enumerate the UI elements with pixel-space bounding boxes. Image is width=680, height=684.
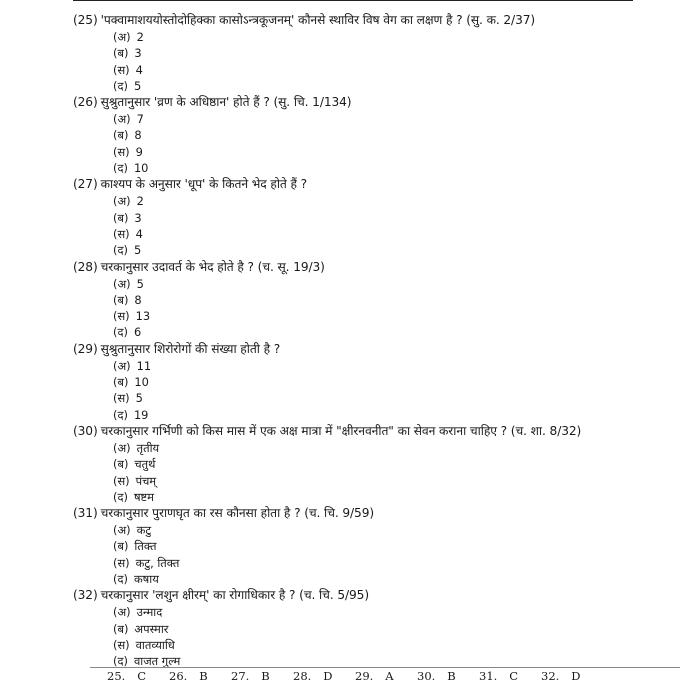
option-d (73, 407, 673, 423)
answer-26 (152, 669, 214, 683)
answer-32 (524, 669, 586, 683)
option-c (73, 555, 673, 571)
option-label: (ब) (113, 457, 129, 472)
option-a (73, 358, 673, 374)
question-title (73, 341, 673, 358)
option-label: (ब) (113, 539, 129, 554)
question-number: (26) (73, 95, 98, 110)
question-list (73, 12, 673, 670)
option-label: (द) (113, 572, 128, 587)
option-label: (स) (113, 309, 130, 324)
answer-28 (276, 669, 338, 683)
option-label: (अ) (113, 112, 131, 127)
option-label: (अ) (113, 358, 131, 373)
question-text: सुश्रुतानुसार शिरोरोगों की संख्या होती है ? (100, 341, 281, 356)
option-b (73, 374, 673, 390)
question-title (73, 94, 673, 111)
option-b (73, 127, 673, 143)
option-label: (द) (113, 489, 128, 504)
option-c (73, 226, 673, 242)
option-c (73, 390, 673, 406)
option-d (73, 242, 673, 258)
option-label: (अ) (113, 30, 131, 44)
answer-letter: A (385, 669, 394, 683)
question-27 (73, 176, 673, 258)
option-label: (स) (113, 226, 130, 241)
option-text: पंचम् (135, 473, 157, 488)
option-text: चतुर्थ (134, 457, 156, 472)
question-title (73, 587, 673, 604)
option-text: अपस्मार (134, 621, 169, 636)
question-title (73, 176, 673, 193)
option-label: (स) (113, 144, 130, 159)
answer-25 (90, 669, 152, 683)
option-b (73, 456, 673, 472)
option-text: 8 (134, 128, 142, 143)
option-text: 5 (133, 243, 142, 258)
question-title (73, 423, 673, 440)
option-label: (द) (113, 161, 128, 176)
answer-letter: D (571, 669, 581, 683)
option-c (73, 637, 673, 653)
answer-key (90, 667, 680, 684)
option-label: (ब) (113, 621, 129, 636)
question-text: चरकानुसार पुराणघृत का रस कौनसा होता है ? (च. चि. 9/59) (100, 506, 375, 521)
option-label: (अ) (113, 523, 131, 538)
option-label: (स) (113, 637, 130, 652)
question-number: (28) (73, 259, 98, 274)
option-c (73, 473, 673, 489)
option-text: 2 (136, 194, 144, 209)
answer-letter: C (509, 669, 519, 683)
question-number: (32) (73, 588, 98, 603)
option-d (73, 324, 673, 340)
top-rule (73, 0, 633, 1)
option-text: कषाय (133, 572, 159, 587)
answer-number: 25. (107, 669, 126, 683)
option-text: 9 (135, 144, 143, 159)
question-29 (73, 341, 673, 423)
option-label: (स) (113, 391, 130, 406)
option-text: कटु (136, 523, 152, 538)
option-c (73, 62, 673, 78)
question-title (73, 259, 673, 276)
option-text: 6 (133, 325, 142, 340)
answer-letter: B (447, 669, 456, 683)
answer-letter: D (323, 669, 333, 683)
option-c (73, 144, 673, 160)
question-number: (27) (73, 177, 98, 192)
question-number: (30) (73, 423, 98, 438)
option-label: (स) (113, 62, 130, 77)
option-b (73, 45, 673, 61)
option-text: 7 (136, 112, 144, 127)
question-31 (73, 505, 673, 587)
option-label: (अ) (113, 440, 131, 455)
option-b (73, 621, 673, 637)
option-label: (ब) (113, 292, 129, 307)
option-d (73, 160, 673, 176)
question-text: 'पक्वामाशययोस्तोदोहिक्का कासोऽन्त्रकूजनम्' कौनसे स्थाविर विष वेग का लक्षण है ? (सु. क. 2/37) (100, 13, 536, 27)
question-title (73, 12, 673, 29)
option-text: 3 (134, 46, 142, 61)
answer-31 (462, 669, 524, 683)
answer-number: 30. (417, 669, 436, 683)
option-label: (द) (113, 407, 128, 422)
option-text: उन्माद (136, 605, 163, 620)
option-a (73, 111, 673, 127)
option-text: 5 (133, 78, 142, 93)
option-b (73, 210, 673, 226)
option-d (73, 571, 673, 587)
answer-letter: B (199, 669, 208, 683)
option-a (73, 29, 673, 45)
option-a (73, 522, 673, 538)
option-a (73, 193, 673, 209)
question-26 (73, 94, 673, 176)
option-text: 10 (134, 375, 149, 390)
option-c (73, 308, 673, 324)
option-text: 4 (135, 226, 143, 241)
option-text: तिक्त (134, 539, 157, 554)
option-text: वातव्याधि (135, 637, 175, 652)
answer-30 (400, 669, 462, 683)
option-text: 5 (136, 276, 144, 291)
option-text: 2 (136, 30, 144, 44)
answer-letter: B (261, 669, 270, 683)
question-28 (73, 259, 673, 341)
option-text: तृतीय (136, 440, 160, 455)
question-text: सुश्रुतानुसार 'व्रण के अधिष्ठान' होते हैं ? (सु. चि. 1/134) (100, 95, 352, 110)
option-label: (द) (113, 243, 128, 258)
option-label: (स) (113, 555, 130, 570)
option-label: (स) (113, 473, 130, 488)
answer-number: 32. (541, 669, 560, 683)
option-label: (ब) (113, 128, 129, 143)
option-label: (ब) (113, 210, 129, 225)
option-d (73, 489, 673, 505)
answer-letter: C (137, 669, 147, 683)
option-label: (द) (113, 325, 128, 340)
question-text: चरकानुसार 'लशुन क्षीरम्' का रोगाधिकार है ? (च. चि. 5/95) (100, 588, 369, 603)
option-b (73, 292, 673, 308)
option-label: (अ) (113, 605, 131, 620)
question-text: काश्यप के अनुसार 'धूप' के कितने भेद होते हैं ? (100, 177, 308, 192)
option-a (73, 276, 673, 292)
answer-29 (338, 669, 400, 683)
option-text: 19 (133, 407, 149, 422)
answer-number: 27. (231, 669, 250, 683)
option-a (73, 604, 673, 620)
option-d (73, 78, 673, 94)
option-label: (अ) (113, 194, 131, 209)
option-text: 10 (133, 161, 149, 176)
option-text: 5 (135, 391, 143, 406)
option-text: 3 (134, 210, 142, 225)
option-text: 13 (135, 309, 151, 324)
question-number: (29) (73, 341, 98, 356)
question-25 (73, 12, 673, 94)
question-30 (73, 423, 673, 505)
answer-number: 28. (293, 669, 312, 683)
option-label: (ब) (113, 375, 129, 390)
question-number: (31) (73, 506, 98, 521)
question-title (73, 505, 673, 522)
question-text: चरकानुसार उदावर्त के भेद होते है ? (च. सू. 19/3) (100, 259, 325, 274)
answer-27 (214, 669, 276, 683)
answer-number: 31. (479, 669, 498, 683)
option-text: 4 (135, 62, 143, 77)
question-text: चरकानुसार गर्भिणी को किस मास में एक अक्ष मात्रा में "क्षीरनवनीत" का सेवन कराना चाहिए ? (च. शा. 8/32) (100, 423, 582, 438)
answer-number: 29. (355, 669, 374, 683)
option-b (73, 538, 673, 554)
option-label: (अ) (113, 276, 131, 291)
option-label: (ब) (113, 46, 129, 61)
option-text: कटु, तिक्त (135, 555, 180, 570)
option-label: (द) (113, 654, 128, 669)
option-text: वाजत गुल्म (133, 654, 181, 669)
option-text: षष्टम (133, 489, 154, 504)
question-32 (73, 587, 673, 669)
option-text: 8 (134, 292, 142, 307)
option-text: 11 (136, 358, 152, 373)
option-a (73, 440, 673, 456)
option-label: (द) (113, 78, 128, 93)
question-number: (25) (73, 13, 98, 27)
answer-number: 26. (169, 669, 188, 683)
